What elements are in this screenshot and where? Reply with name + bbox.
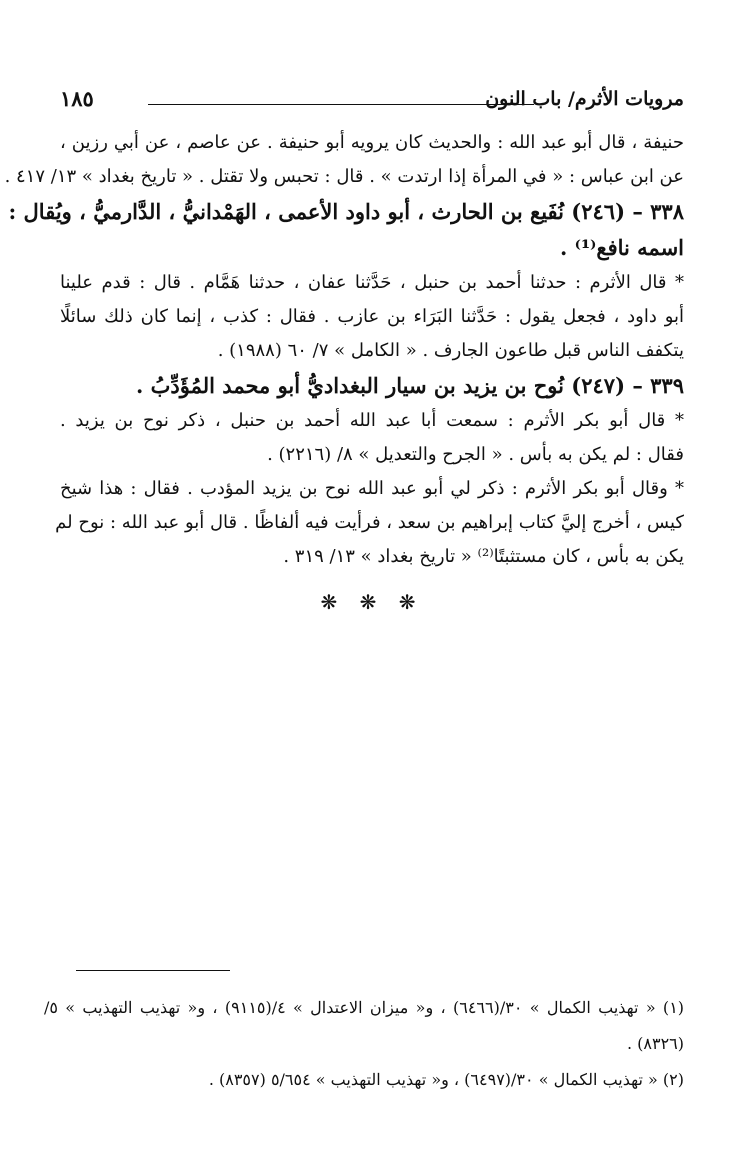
entry-heading: اسمه نافع⁽¹⁾ . (560, 235, 684, 260)
page (4, 86, 684, 614)
text-line: يتكفف الناس قبل طاعون الجارف . « الكامل » ٧/ ٦٠ (١٩٨٨) . (217, 340, 684, 361)
footnote-line: (٨٣٢٦) . (626, 1034, 684, 1053)
text-line: يكن به بأس ، كان مستثبتًا⁽²⁾ « تاريخ بغداد » ١٣/ ٣١٩ . (283, 546, 684, 567)
text-line: كيس ، أخرج إليَّ كتاب إبراهيم بن سعد ، فرأيت فيه ألفاظًا . قال أبو عبد الله : نوح لم (55, 512, 684, 533)
header-rule (148, 104, 534, 105)
page-number: ١٨٥ (60, 86, 94, 111)
text-line: أبو داود ، فجعل يقول : حَدَّثنا البَرَاء بن عازب . فقال : كذب ، إنما كان ذلك سائلًا (60, 306, 684, 327)
text-line: حنيفة ، قال أبو عبد الله : والحديث كان يرويه أبو حنيفة . عن عاصم ، عن أبي رزين ، (60, 132, 684, 153)
text-line: * قال أبو بكر الأثرم : سمعت أبا عبد الله أحمد بن حنبل ، ذكر نوح بن يزيد . (60, 410, 684, 431)
text-line: * وقال أبو بكر الأثرم : ذكر لي أبو عبد الله نوح بن يزيد المؤدب . فقال : هذا شيخ (60, 478, 684, 499)
entry-heading: ٣٣٩ – (٢٤٧) نُوح بن يزيد بن سيار البغداديُّ أبو محمد المُؤَدِّبُ . (136, 373, 684, 398)
text-line: عن ابن عباس : « في المرأة إذا ارتدت » . قال : تحبس ولا تقتل . « تاريخ بغداد » ١٣/ ٤١٧ . (4, 166, 684, 187)
entry-heading: ٣٣٨ – (٢٤٦) نُفَيع بن الحارث ، أبو داود الأعمى ، الهَمْدانيُّ ، الدَّارميُّ ، ويُقال : (8, 199, 684, 224)
footnote-line: (١) « تهذيب الكمال » ٣٠/(٦٤٦٦) ، و« ميزان الاعتدال » ٤/(٩١١٥) ، و« تهذيب التهذيب » ٥/ (44, 998, 685, 1017)
text-line: * قال الأثرم : حدثنا أحمد بن حنبل ، حَدَّثنا عفان ، حدثنا هَمَّام . قال : قدم علينا (60, 272, 684, 293)
page-header (60, 88, 684, 118)
footnote-line: (٢) « تهذيب الكمال » ٣٠/(٦٤٩٧) ، و« تهذيب التهذيب » ٥/٦٥٤ (٨٣٥٧) . (208, 1070, 684, 1089)
body-text (4, 126, 684, 614)
section-separator: ❋ ❋ ❋ (320, 590, 424, 614)
text-line: فقال : لم يكن به بأس . « الجرح والتعديل » ٨/ (٢٢١٦) . (267, 444, 684, 465)
footnote-rule (76, 970, 230, 971)
footnotes (44, 990, 684, 1098)
running-title: مرويات الأثرم/ باب النون (485, 88, 684, 110)
